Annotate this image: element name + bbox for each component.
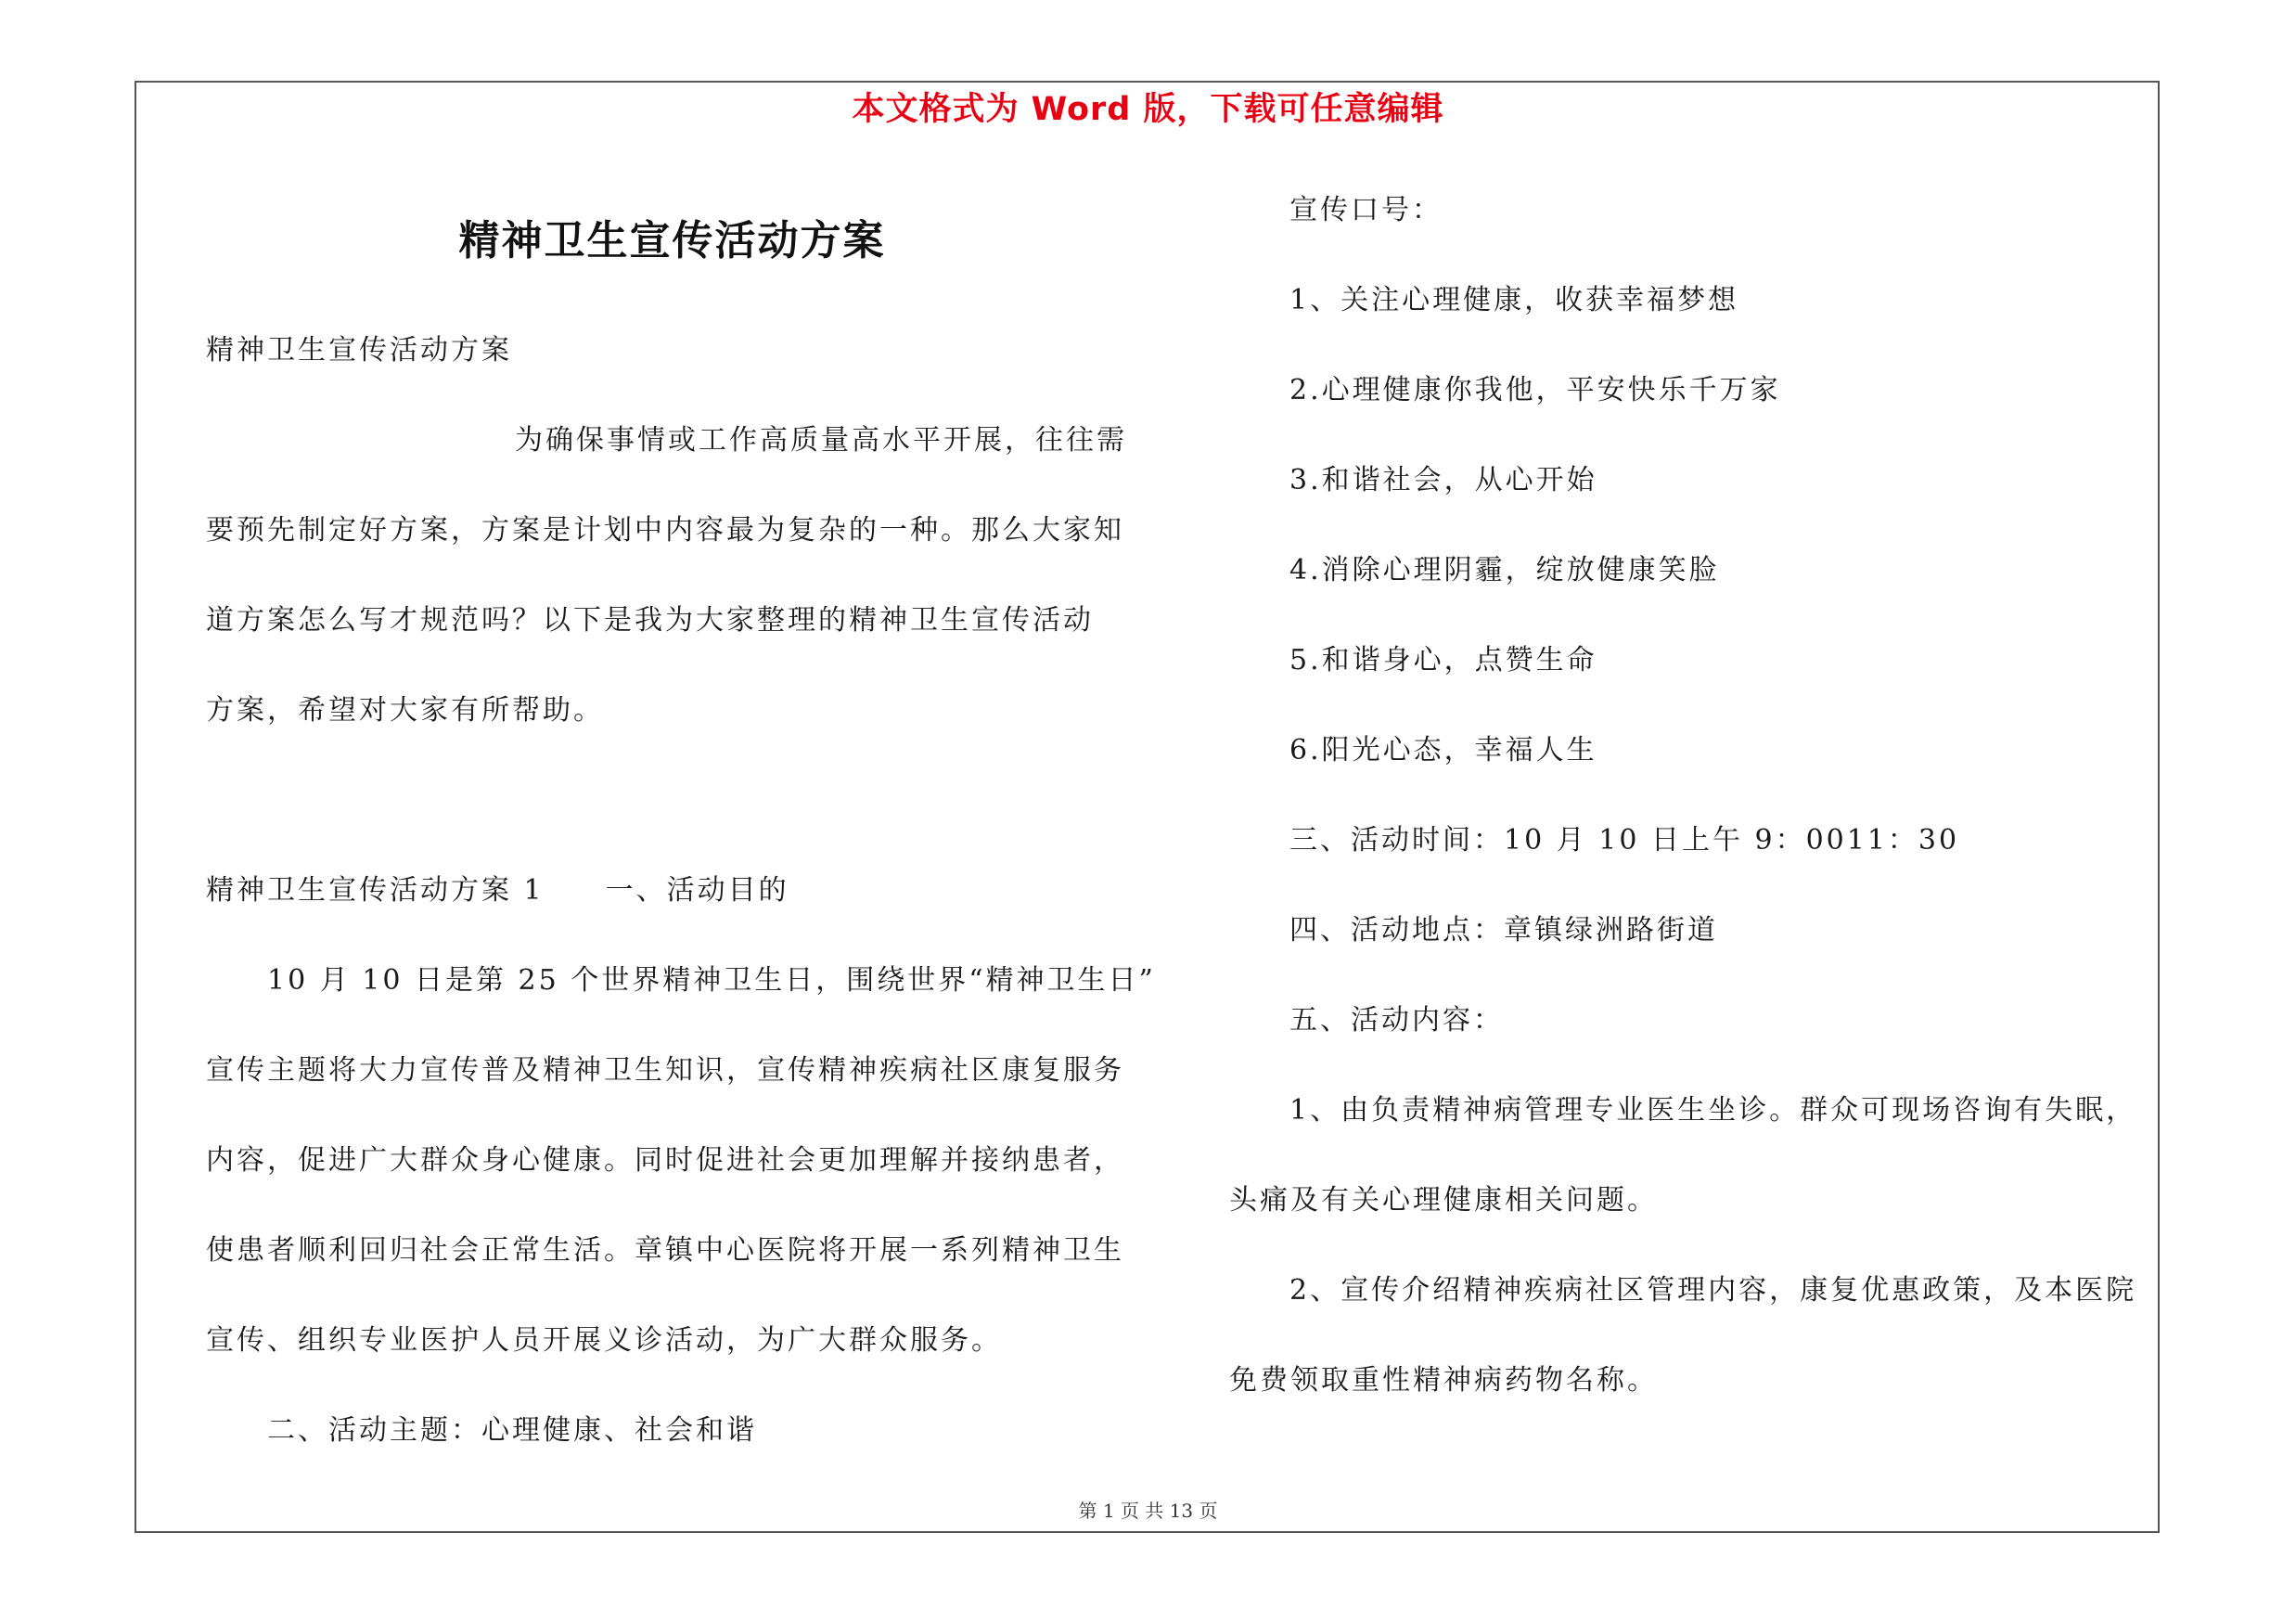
purpose-line: 宣传主题将大力宣传普及精神卫生知识，宣传精神疾病社区康复服务 <box>206 1054 1124 1087</box>
slogan-item: 4.消除心理阴霾，绽放健康笑脸 <box>1289 554 1720 586</box>
intro-line: 道方案怎么写才规范吗？以下是我为大家整理的精神卫生宣传活动 <box>206 604 1094 637</box>
subtitle: 精神卫生宣传活动方案 <box>206 334 512 367</box>
slogan-item: 6.阳光心态，幸福人生 <box>1289 734 1597 766</box>
purpose-line: 10 月 10 日是第 25 个世界精神卫生日，围绕世界“精神卫生日” <box>267 964 1156 997</box>
intro-line: 为确保事情或工作高质量高水平开展，往往需 <box>515 424 1127 457</box>
content-heading: 五、活动内容： <box>1289 1004 1504 1037</box>
purpose-line: 内容，促进广大群众身心健康。同时促进社会更加理解并接纳患者， <box>206 1144 1124 1177</box>
theme-line: 二、活动主题：心理健康、社会和谐 <box>267 1414 757 1447</box>
intro-line: 要预先制定好方案，方案是计划中内容最为复杂的一种。那么大家知 <box>206 514 1124 547</box>
page-frame <box>135 81 2160 1533</box>
slogan-item: 3.和谐社会，从心开始 <box>1289 464 1597 496</box>
intro-line: 方案，希望对大家有所帮助。 <box>206 694 604 727</box>
slogan-item: 1、关注心理健康，收获幸福梦想 <box>1289 284 1739 316</box>
activity-place: 四、活动地点：章镇绿洲路街道 <box>1289 914 1718 947</box>
content-line: 1、由负责精神病管理专业医生坐诊。群众可现场咨询有失眠， <box>1289 1094 2137 1127</box>
slogan-heading: 宣传口号： <box>1289 194 1443 226</box>
content-line: 头痛及有关心理健康相关问题。 <box>1229 1184 1658 1217</box>
purpose-line: 使患者顺利回归社会正常生活。章镇中心医院将开展一系列精神卫生 <box>206 1234 1124 1267</box>
slogan-item: 5.和谐身心，点赞生命 <box>1289 644 1597 676</box>
activity-time: 三、活动时间：10 月 10 日上午 9：0011：30 <box>1289 824 1960 857</box>
word-format-banner: 本文格式为 Word 版，下载可任意编辑 <box>852 91 1444 128</box>
section-heading: 精神卫生宣传活动方案 1 一、活动目的 <box>206 874 789 907</box>
slogan-item: 2.心理健康你我他，平安快乐千万家 <box>1289 374 1781 406</box>
page-number-footer: 第 1 页 共 13 页 <box>1078 1500 1218 1522</box>
content-line: 免费领取重性精神病药物名称。 <box>1229 1364 1658 1397</box>
content-line: 2、宣传介绍精神疾病社区管理内容，康复优惠政策，及本医院 <box>1289 1274 2137 1307</box>
document-title: 精神卫生宣传活动方案 <box>458 217 886 264</box>
purpose-line: 宣传、组织专业医护人员开展义诊活动，为广大群众服务。 <box>206 1324 1002 1357</box>
